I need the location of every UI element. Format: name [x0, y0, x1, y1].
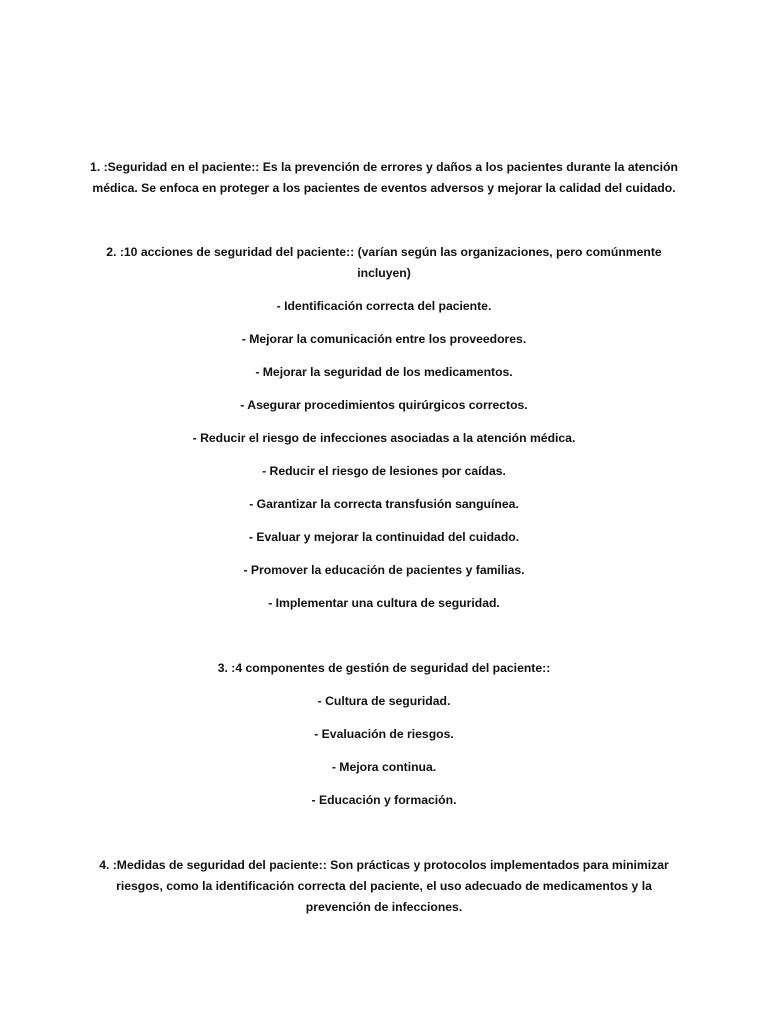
- list-item: - Evaluación de riesgos.: [314, 727, 454, 741]
- section-4-line: riesgos, como la identificación correcta del paciente, el uso adecuado de medicamentos y la: [116, 879, 652, 893]
- list-item: - Promover la educación de pacientes y familias.: [243, 563, 525, 577]
- section-2-line: incluyen): [357, 266, 411, 280]
- section-1-paragraph: [90, 157, 678, 199]
- list-item: - Reducir el riesgo de lesiones por caídas.: [262, 464, 506, 478]
- list-item: - Evaluar y mejorar la continuidad del cuidado.: [248, 530, 520, 544]
- list-item: - Cultura de seguridad.: [317, 694, 451, 708]
- list-item: - Asegurar procedimientos quirúrgicos correctos.: [240, 398, 528, 412]
- section-1-line: médica. Se enfoca en proteger a los pacientes de eventos adversos y mejorar la calidad del cuidado.: [92, 181, 676, 195]
- list-item: - Mejorar la seguridad de los medicamentos.: [255, 365, 513, 379]
- list-item: - Reducir el riesgo de infecciones asociadas a la atención médica.: [192, 431, 576, 445]
- section-4-line: prevención de infecciones.: [305, 900, 463, 914]
- list-item: - Mejora continua.: [331, 760, 437, 774]
- section-2-heading: [90, 242, 678, 284]
- list-item: - Garantizar la correcta transfusión sanguínea.: [249, 497, 519, 511]
- section-3-heading: 3. :4 componentes de gestión de seguridad del paciente::: [217, 661, 551, 675]
- section-1-line: 1. :Seguridad en el paciente:: Es la prevención de errores y daños a los pacientes durante la atención: [90, 160, 678, 174]
- section-2-line: 2. :10 acciones de seguridad del paciente:: (varían según las organizaciones, pero comúnmente: [106, 245, 662, 259]
- list-item: - Identificación correcta del paciente.: [276, 299, 492, 313]
- section-4-paragraph: [90, 855, 678, 918]
- list-item: - Mejorar la comunicación entre los proveedores.: [241, 332, 527, 346]
- list-item: - Implementar una cultura de seguridad.: [268, 596, 500, 610]
- list-item: - Educación y formación.: [311, 793, 457, 807]
- section-4-line: 4. :Medidas de seguridad del paciente:: Son prácticas y protocolos implementados para minimizar: [99, 858, 669, 872]
